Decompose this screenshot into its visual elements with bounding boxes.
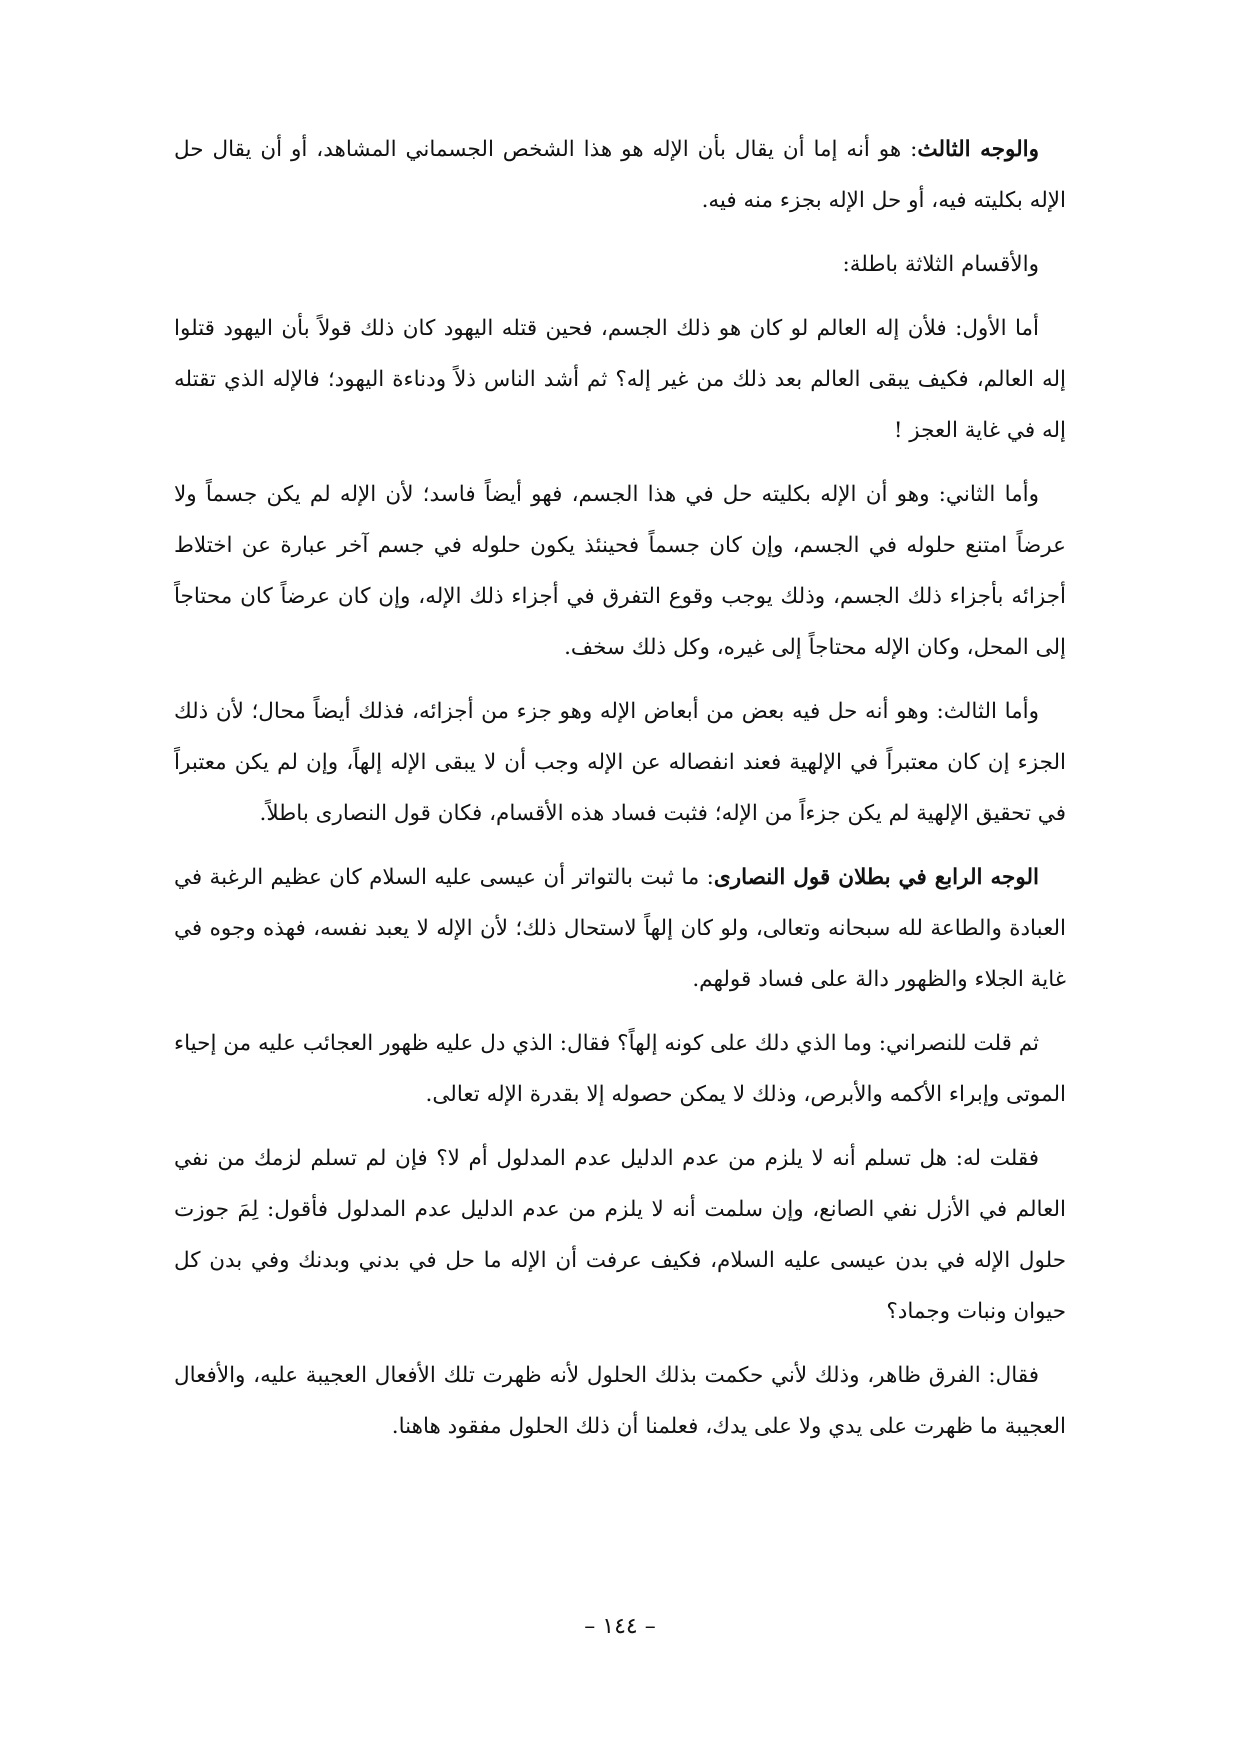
paragraph-text: فقال: الفرق ظاهر، وذلك لأني حكمت بذلك الحلول لأنه ظهرت تلك الأفعال العجيبة عليه، والأفعال العجيبة ما ظهرت على يدي ولا على يدك، فعلمنا أن ذلك الحلول مفقود هاهنا. (174, 1363, 1066, 1439)
paragraph-text: ثم قلت للنصراني: وما الذي دلك على كونه إلهاً؟ فقال: الذي دل عليه ظهور العجائب عليه من إحياء الموتى وإبراء الأكمه والأبرص، وذلك لا يمكن حصوله إلا بقدرة الإله تعالى. (174, 1031, 1066, 1107)
paragraph-text: : هو أنه إما أن يقال بأن الإله هو هذا الشخص الجسماني المشاهد، أو أن يقال حل الإله بكليته فيه، أو حل الإله بجزء منه فيه. (174, 137, 1066, 213)
paragraph-third-division (174, 686, 1066, 839)
paragraph-fourth-aspect (174, 852, 1066, 1005)
paragraph-lead-heading: والوجه الثالث (917, 137, 1039, 162)
paragraph-lead-heading: الوجه الرابع في بطلان قول النصارى (713, 865, 1039, 890)
paragraph-text: : ما ثبت بالتواتر أن عيسى عليه السلام كان عظيم الرغبة في العبادة والطاعة لله سبحانه وتعالى، ولو كان إلهاً لاستحال ذلك؛ لأن الإله لا يعبد نفسه، فهذه وجوه في غاية الجلاء والظهور دالة على فساد قولهم. (174, 865, 1066, 992)
paragraph-second-division (174, 469, 1066, 673)
paragraph-three-divisions (174, 239, 1066, 290)
paragraph-first-division (174, 303, 1066, 456)
paragraph-dialogue-question (174, 1018, 1066, 1120)
paragraph-text: وأما الثاني: وهو أن الإله بكليته حل في هذا الجسم، فهو أيضاً فاسد؛ لأن الإله لم يكن جسماً ولا عرضاً امتنع حلوله في الجسم، وإن كان جسماً فحينئذ يكون حلوله في جسم آخر عبارة عن اختلاط أجزائه بأجزاء ذلك الجسم، وذلك يوجب وقوع التفرق في أجزاء ذلك الإله، وإن كان عرضاً كان محتاجاً إلى المحل، وكان الإله محتاجاً إلى غيره، وكل ذلك سخف. (174, 482, 1066, 660)
page-number: – ١٤٤ – (584, 1614, 656, 1639)
paragraph-dialogue-answer (174, 1350, 1066, 1452)
paragraph-text: أما الأول: فلأن إله العالم لو كان هو ذلك الجسم، فحين قتله اليهود كان ذلك قولاً بأن اليهود قتلوا إله العالم، فكيف يبقى العالم بعد ذلك من غير إله؟ ثم أشد الناس ذلاً ودناءة اليهود؛ فالإله الذي تقتله إله في غاية العجز ! (174, 316, 1066, 443)
paragraph-text: وأما الثالث: وهو أنه حل فيه بعض من أبعاض الإله وهو جزء من أجزائه، فذلك أيضاً محال؛ لأن ذلك الجزء إن كان معتبراً في الإلهية فعند انفصاله عن الإله وجب أن لا يبقى الإله إلهاً، وإن لم يكن معتبراً في تحقيق الإلهية لم يكن جزءاً من الإله؛ فثبت فساد هذه الأقسام، فكان قول النصارى باطلاً. (174, 699, 1066, 826)
paragraph-dialogue-reply (174, 1133, 1066, 1337)
paragraph-text: فقلت له: هل تسلم أنه لا يلزم من عدم الدليل عدم المدلول أم لا؟ فإن لم تسلم لزمك من نفي العالم في الأزل نفي الصانع، وإن سلمت أنه لا يلزم من عدم الدليل عدم المدلول فأقول: لِمَ جوزت حلول الإله في بدن عيسى عليه السلام، فكيف عرفت أن الإله ما حل في بدني وبدنك وفي بدن كل حيوان ونبات وجماد؟ (174, 1146, 1066, 1324)
paragraph-third-aspect (174, 124, 1066, 226)
paragraph-text: والأقسام الثلاثة باطلة: (842, 252, 1039, 277)
